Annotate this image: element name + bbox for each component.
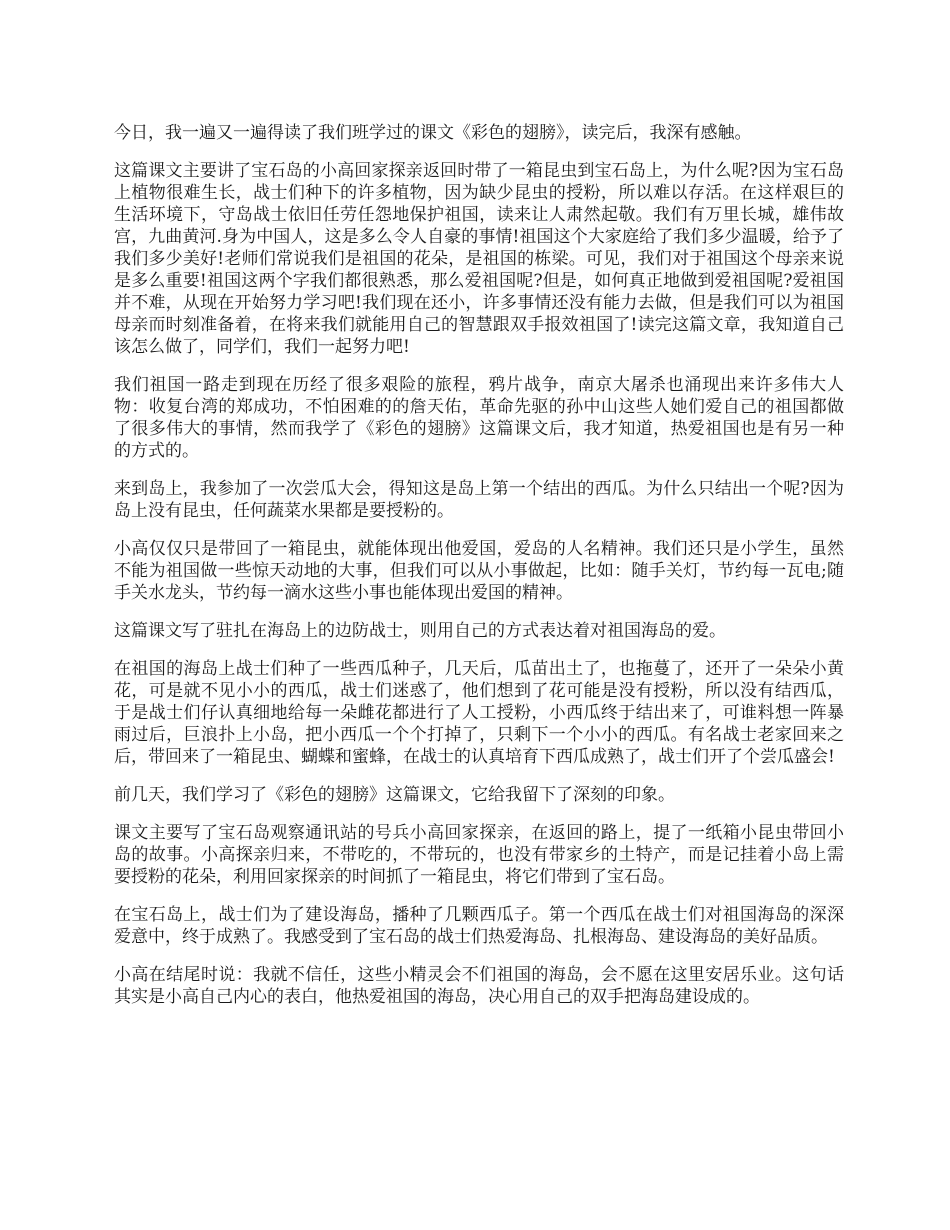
paragraph-3: 我们祖国一路走到现在历经了很多艰险的旅程，鸦片战争，南京大屠杀也涌现出来许多伟大人物：收复台湾的郑成功，不怕困难的的詹天佑，革命先驱的孙中山这些人她们爱自己的祖国都做了很多伟大的事情，然而我学了《彩色的翅膀》这篇课文后，我才知道，热爱祖国也是有另一种的方式的。 <box>114 375 844 461</box>
paragraph-1: 今日，我一遍又一遍得读了我们班学过的课文《彩色的翅膀》，读完后，我深有感触。 <box>114 123 752 143</box>
paragraph-7: 在祖国的海岛上战士们种了一些西瓜种子，几天后，瓜苗出土了，也拖蔓了，还开了一朵朵小黄花，可是就不见小小的西瓜，战士们迷惑了，他们想到了花可能是没有授粉，所以没有结西瓜，于是战士们仔认真细地给每一朵雌花都进行了人工授粉，小西瓜终于结出来了，可谁料想一阵暴雨过后，巨浪扑上小岛，把小西瓜一个个打掉了，只剩下一个小小的西瓜。有名战士老家回来之后，带回来了一箱昆虫、蝴蝶和蜜蜂，在战士的认真培育下西瓜成熟了，战士们开了个尝瓜盛会! <box>114 659 844 767</box>
paragraph-4: 来到岛上，我参加了一次尝瓜大会，得知这是岛上第一个结出的西瓜。为什么只结出一个呢?因为岛上没有昆虫，任何蔬菜水果都是要授粉的。 <box>114 479 844 521</box>
paragraph-2: 这篇课文主要讲了宝石岛的小高回家探亲返回时带了一箱昆虫到宝石岛上，为什么呢?因为宝石岛上植物很难生长，战士们种下的许多植物，因为缺少昆虫的授粉，所以难以存活。在这样艰巨的生活环境下，守岛战士依旧任劳任怨地保护祖国，读来让人肃然起敬。我们有万里长城，雄伟故宫，九曲黄河.身为中国人，这是多么令人自豪的事情!祖国这个大家庭给了我们多少温暖，给予了我们多少美好!老师们常说我们是祖国的花朵，是祖国的栋梁。可见，我们对于祖国这个母亲来说是多么重要!祖国这两个字我们都很熟悉，那么爱祖国呢?但是，如何真正地做到爱祖国呢?爱祖国并不难，从现在开始努力学习吧!我们现在还小，许多事情还没有能力去做，但是我们可以为祖国母亲而时刻准备着，在将来我们就能用自己的智慧跟双手报效祖国了!读完这篇文章，我知道自己该怎么做了，同学们，我们一起努力吧! <box>114 161 844 357</box>
paragraph-6: 这篇课文写了驻扎在海岛上的边防战士，则用自己的方式表达着对祖国海岛的爱。 <box>114 621 726 641</box>
paragraph-8: 前几天，我们学习了《彩色的翅膀》这篇课文，它给我留下了深刻的印象。 <box>114 785 675 805</box>
document-page <box>114 122 844 1024</box>
paragraph-5: 小高仅仅只是带回了一箱昆虫，就能体现出他爱国，爱岛的人名精神。我们还只是小学生，虽然不能为祖国做一些惊天动地的大事，但我们可以从小事做起，比如：随手关灯，节约每一瓦电;随手关水龙头，节约每一滴水这些小事也能体现出爱国的精神。 <box>114 539 844 603</box>
paragraph-9: 课文主要写了宝石岛观察通讯站的号兵小高回家探亲，在返回的路上，提了一纸箱小昆虫带回小岛的故事。小高探亲归来，不带吃的，不带玩的，也没有带家乡的土特产，而是记挂着小岛上需要授粉的花朵，利用回家探亲的时间抓了一箱昆虫，将它们带到了宝石岛。 <box>114 823 844 887</box>
paragraph-11: 小高在结尾时说：我就不信任，这些小精灵会不们祖国的海岛，会不愿在这里安居乐业。这句话其实是小高自己内心的表白，他热爱祖国的海岛，决心用自己的双手把海岛建设成的。 <box>114 965 844 1007</box>
paragraph-10: 在宝石岛上，战士们为了建设海岛，播种了几颗西瓜子。第一个西瓜在战士们对祖国海岛的深深爱意中，终于成熟了。我感受到了宝石岛的战士们热爱海岛、扎根海岛、建设海岛的美好品质。 <box>114 905 844 947</box>
